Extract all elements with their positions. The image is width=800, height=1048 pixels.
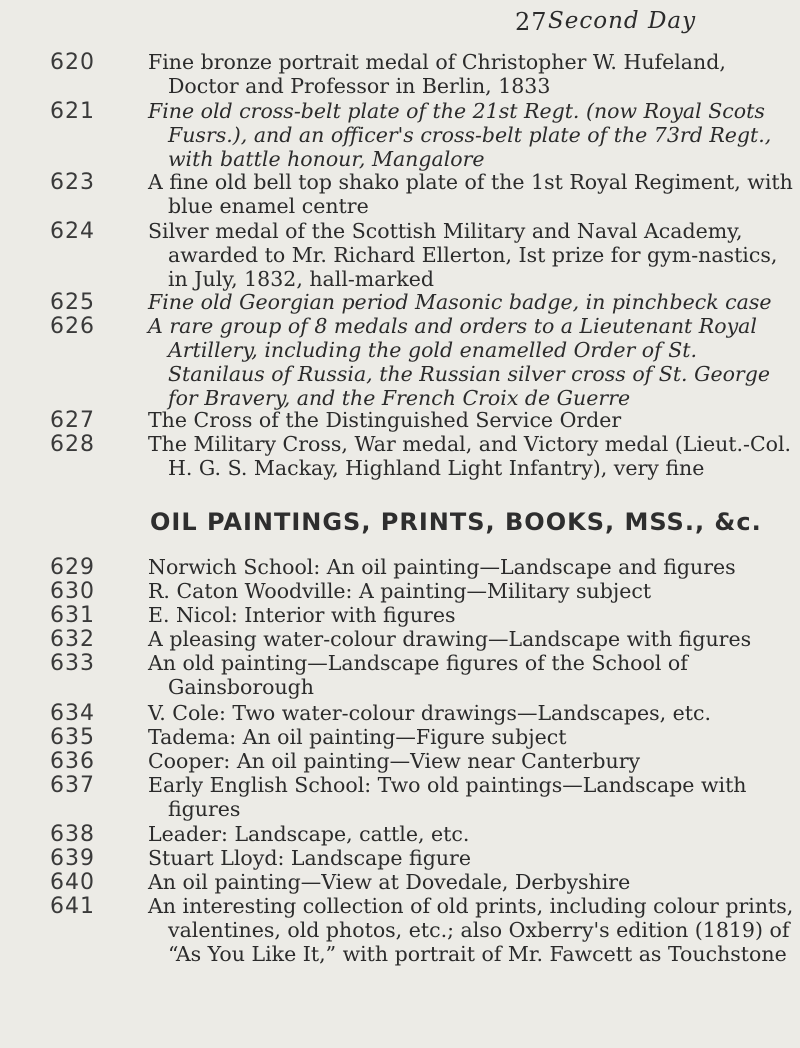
lot-description: Fine old Georgian period Masonic badge, in pinchbeck case bbox=[148, 290, 772, 314]
lot-description: Fine bronze portrait medal of Christopher W. Hufeland, Doctor and Professor in Berlin, 1833 bbox=[148, 50, 726, 98]
lot-description: R. Caton Woodville: A painting—Military subject bbox=[148, 579, 652, 603]
lot-number: 623 bbox=[50, 170, 95, 195]
lot-number: 630 bbox=[50, 579, 95, 604]
lot-number: 626 bbox=[50, 314, 95, 339]
lot-description: Stuart Lloyd: Landscape figure bbox=[148, 846, 471, 870]
lot-number: 635 bbox=[50, 725, 95, 750]
lot-number: 624 bbox=[50, 219, 95, 244]
lot-description: Cooper: An oil painting—View near Canterbury bbox=[148, 749, 641, 773]
lot-description: V. Cole: Two water-colour drawings—Landscapes, etc. bbox=[148, 701, 711, 725]
lot-description: The Cross of the Distinguished Service Order bbox=[148, 408, 622, 432]
lot-number: 621 bbox=[50, 99, 95, 124]
page-number: 27 bbox=[515, 8, 548, 36]
lot-description: A fine old bell top shako plate of the 1st Royal Regiment, with blue enamel centre bbox=[148, 170, 793, 218]
lot-number: 636 bbox=[50, 749, 95, 774]
lot-number: 634 bbox=[50, 701, 95, 726]
lot-number: 625 bbox=[50, 290, 95, 315]
lot-description: Norwich School: An oil painting—Landscape and figures bbox=[148, 555, 736, 579]
lot-number: 637 bbox=[50, 773, 95, 798]
lot-number: 632 bbox=[50, 627, 95, 652]
lot-number: 620 bbox=[50, 50, 95, 75]
lot-number: 641 bbox=[50, 894, 95, 919]
lot-description: E. Nicol: Interior with figures bbox=[148, 603, 456, 627]
lot-number: 631 bbox=[50, 603, 95, 628]
lot-number: 629 bbox=[50, 555, 95, 580]
day-label: Second Day bbox=[548, 8, 697, 34]
lot-number: 628 bbox=[50, 432, 95, 457]
lot-description: An interesting collection of old prints, including colour prints, valentines, old photos, etc.; also Oxberry's edition (1819) of “As You Like It,” with portrait of Mr. Fawcett as Touchstone bbox=[148, 894, 794, 966]
lot-number: 639 bbox=[50, 846, 95, 871]
lot-description: Silver medal of the Scottish Military and Naval Academy, awarded to Mr. Richard Ellerton, Ist prize for gym-nastics, in July, 1832, hall-marked bbox=[148, 219, 778, 291]
lot-description: The Military Cross, War medal, and Victory medal (Lieut.-Col. H. G. S. Mackay, Highland Light Infantry), very fine bbox=[148, 432, 792, 480]
lot-description: Early English School: Two old paintings—Landscape with figures bbox=[148, 773, 747, 821]
lot-number: 640 bbox=[50, 870, 95, 895]
lot-description: A rare group of 8 medals and orders to a Lieutenant Royal Artillery, including the gold enamelled Order of St. Stanilaus of Russia, the Russian silver cross of St. George for Bravery, and the French Croix de Guerre bbox=[148, 314, 770, 410]
lot-description: An old painting—Landscape figures of the School of Gainsborough bbox=[148, 651, 688, 699]
lot-number: 627 bbox=[50, 408, 95, 433]
lot-number: 633 bbox=[50, 651, 95, 676]
lot-description: Fine old cross-belt plate of the 21st Regt. (now Royal Scots Fusrs.), and an officer's cross-belt plate of the 73rd Regt., with battle honour, Mangalore bbox=[148, 99, 772, 171]
running-head bbox=[0, 8, 800, 38]
lot-description: A pleasing water-colour drawing—Landscape with figures bbox=[148, 627, 752, 651]
lot-number: 638 bbox=[50, 822, 95, 847]
lot-description: An oil painting—View at Dovedale, Derbyshire bbox=[148, 870, 631, 894]
lot-description: Tadema: An oil painting—Figure subject bbox=[148, 725, 567, 749]
lot-description: Leader: Landscape, cattle, etc. bbox=[148, 822, 470, 846]
section-heading: OIL PAINTINGS, PRINTS, BOOKS, MSS., &c. bbox=[150, 508, 762, 536]
